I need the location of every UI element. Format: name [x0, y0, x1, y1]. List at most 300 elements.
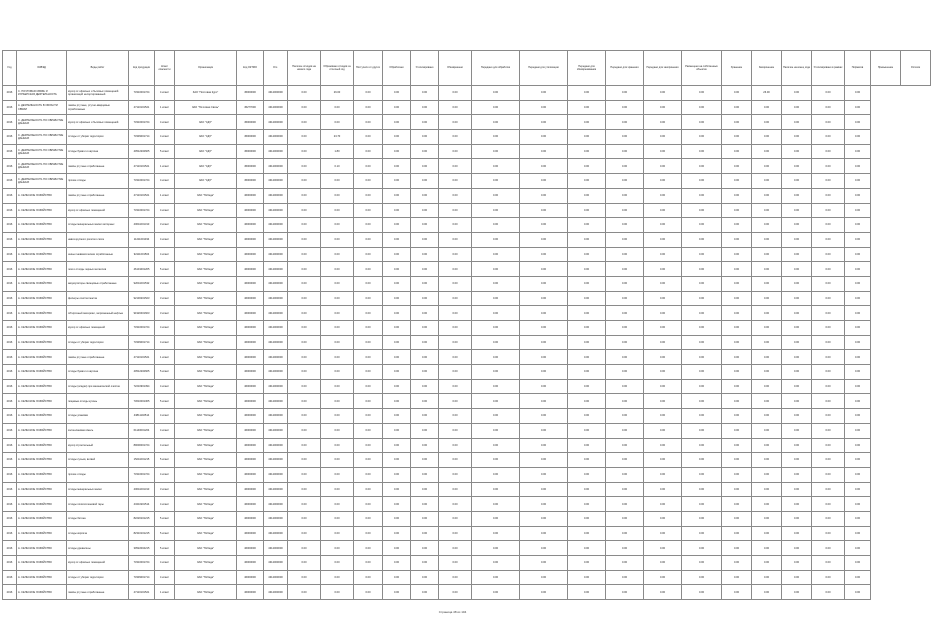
- value-cell: 0.00: [354, 306, 383, 321]
- value-cell: 0.00: [682, 379, 722, 394]
- value-cell: 0.00: [644, 497, 682, 512]
- value-cell: 0.00: [606, 497, 644, 512]
- org-cell: ЗАО "Победа": [175, 276, 237, 291]
- value-cell: 0.00: [520, 203, 568, 218]
- value-cell: 0.00: [606, 306, 644, 321]
- value-cell: 0.00: [606, 100, 644, 115]
- value-cell: 0.00: [288, 203, 321, 218]
- value-cell: 0.00: [568, 482, 606, 497]
- value-cell: 0.00: [682, 291, 722, 306]
- value-cell: 0.00: [682, 497, 722, 512]
- value-cell: 0.00: [321, 453, 354, 468]
- value-cell: 0.00: [520, 467, 568, 482]
- class-cell: 4 класс: [155, 556, 175, 571]
- org-cell: ЗАО "Победа": [175, 482, 237, 497]
- number-cell: 4312000000: [264, 262, 288, 277]
- value-cell: 0.00: [644, 467, 682, 482]
- okved-cell: А. СЕЛЬСКОЕ ХОЗЯЙСТВО: [17, 232, 67, 247]
- value-cell: 0.00: [520, 247, 568, 262]
- value-cell: 0.00: [439, 423, 472, 438]
- class-cell: 5 класс: [155, 262, 175, 277]
- value-cell: 0.00: [439, 262, 472, 277]
- value-cell: 0.00: [782, 570, 812, 585]
- org-cell: ЗАО "СДУ": [175, 159, 237, 174]
- year-cell: 2016: [3, 247, 17, 262]
- class-cell: 5 класс: [155, 365, 175, 380]
- code-cell: 92111001504: [129, 247, 155, 262]
- value-cell: 0.00: [722, 188, 752, 203]
- value-cell: 0.00: [321, 306, 354, 321]
- table-row: [3, 276, 931, 291]
- value-cell: 0.00: [722, 203, 752, 218]
- value-cell: 0.00: [321, 247, 354, 262]
- table-row: [3, 174, 931, 189]
- value-cell: 0.00: [722, 541, 752, 556]
- value-cell: 0.00: [682, 570, 722, 585]
- class-cell: 4 класс: [155, 335, 175, 350]
- activity-cell: отходы от уборки территории: [67, 335, 129, 350]
- table-row: [3, 467, 931, 482]
- value-cell: 0.00: [520, 453, 568, 468]
- oktmo-cell: 46000000: [237, 291, 264, 306]
- class-cell: 3 класс: [155, 218, 175, 233]
- value-cell: 0.00: [383, 247, 411, 262]
- value-cell: 0.00: [520, 556, 568, 571]
- value-cell: 0.00: [845, 526, 871, 541]
- value-cell: 0.00: [752, 291, 782, 306]
- value-cell: 0.00: [354, 379, 383, 394]
- value-cell: 0.00: [520, 365, 568, 380]
- value-cell: 0.00: [752, 482, 782, 497]
- value-cell: 0.00: [644, 291, 682, 306]
- year-cell: 2016: [3, 541, 17, 556]
- value-cell: 0.00: [383, 100, 411, 115]
- value-cell: 0.00: [354, 276, 383, 291]
- value-cell: 0.00: [845, 306, 871, 321]
- number-cell: 4312000000: [264, 497, 288, 512]
- value-cell: 0.00: [845, 321, 871, 336]
- org-cell: ЗАО "Победа": [175, 188, 237, 203]
- value-cell: 0.00: [644, 276, 682, 291]
- value-cell: 0.00: [568, 130, 606, 145]
- column-header: Обезврежено: [439, 51, 472, 86]
- value-cell: 26.00: [752, 86, 782, 101]
- value-cell: 0.00: [472, 144, 520, 159]
- value-cell: 0.00: [411, 262, 439, 277]
- value-cell: 0.00: [568, 423, 606, 438]
- value-cell: 0.00: [782, 159, 812, 174]
- value-cell: 0.00: [321, 409, 354, 424]
- table-row: [3, 130, 931, 145]
- table-row: [3, 365, 931, 380]
- value-cell: 0.00: [606, 556, 644, 571]
- value-cell: 0.00: [644, 556, 682, 571]
- table-row: [3, 497, 931, 512]
- value-cell: 0.00: [682, 247, 722, 262]
- column-header: Организация: [175, 51, 237, 86]
- code-cell: 40512202605: [129, 144, 155, 159]
- oktmo-cell: 46000000: [237, 379, 264, 394]
- value-cell: 0.00: [439, 438, 472, 453]
- value-cell: 0.00: [321, 438, 354, 453]
- value-cell: 0.00: [644, 130, 682, 145]
- value-cell: 0.00: [354, 203, 383, 218]
- value-cell: 0.00: [354, 86, 383, 101]
- value-cell: 0.00: [383, 291, 411, 306]
- value-cell: 0.00: [288, 232, 321, 247]
- value-cell: 0.00: [472, 570, 520, 585]
- okved-cell: А. СЕЛЬСКОЕ ХОЗЯЙСТВО: [17, 365, 67, 380]
- value-cell: 0.00: [782, 100, 812, 115]
- value-cell: 0.00: [812, 247, 845, 262]
- value-cell: 0.00: [520, 511, 568, 526]
- value-cell: 0.00: [812, 570, 845, 585]
- code-cell: 73339001714: [129, 130, 155, 145]
- class-cell: 3 класс: [155, 291, 175, 306]
- class-cell: 4 класс: [155, 86, 175, 101]
- table-row: [3, 291, 931, 306]
- org-cell: ЗАО "Победа": [175, 232, 237, 247]
- okved-cell: А. СЕЛЬСКОЕ ХОЗЯЙСТВО: [17, 497, 67, 512]
- value-cell: 0.00: [354, 526, 383, 541]
- value-cell: 0.00: [812, 306, 845, 321]
- value-cell: 0.00: [568, 276, 606, 291]
- table-row: [3, 218, 931, 233]
- org-cell: ЗАО "Победа": [175, 438, 237, 453]
- value-cell: 0.00: [520, 115, 568, 130]
- class-cell: 3 класс: [155, 482, 175, 497]
- value-cell: 0.00: [439, 203, 472, 218]
- value-cell: 0.00: [288, 423, 321, 438]
- value-cell: 0.00: [812, 409, 845, 424]
- value-cell: 0.00: [354, 130, 383, 145]
- activity-cell: отходы бумаги и картона: [67, 144, 129, 159]
- activity-cell: прочие отходы: [67, 467, 129, 482]
- value-cell: 0.00: [568, 188, 606, 203]
- value-cell: 0.00: [288, 556, 321, 571]
- value-cell: 0.00: [411, 276, 439, 291]
- value-cell: 0.00: [644, 159, 682, 174]
- activity-cell: лом и отходы черных металлов: [67, 262, 129, 277]
- value-cell: 0.00: [722, 100, 752, 115]
- value-cell: 0.00: [722, 585, 752, 600]
- value-cell: 0.00: [722, 159, 752, 174]
- value-cell: 0.00: [439, 585, 472, 600]
- value-cell: 0.00: [288, 276, 321, 291]
- table-row: [3, 423, 931, 438]
- activity-cell: мусор от офисных и бытовых помещений: [67, 115, 129, 130]
- value-cell: 0.00: [752, 188, 782, 203]
- code-cell: 73310001724: [129, 115, 155, 130]
- number-cell: 4312000000: [264, 350, 288, 365]
- value-cell: 0.00: [722, 526, 752, 541]
- table-row: [3, 159, 931, 174]
- value-cell: 0.00: [782, 321, 812, 336]
- value-cell: 0.00: [383, 115, 411, 130]
- value-cell: 0.00: [722, 232, 752, 247]
- number-cell: 4312000000: [264, 232, 288, 247]
- value-cell: 0.00: [644, 541, 682, 556]
- column-header: Утилизировано в рамках: [812, 51, 845, 86]
- number-cell: 4312000000: [264, 394, 288, 409]
- value-cell: 0.00: [568, 585, 606, 600]
- code-cell: 43811102514: [129, 409, 155, 424]
- org-cell: ЗАО "Победа": [175, 423, 237, 438]
- value-cell: 0.00: [752, 306, 782, 321]
- value-cell: 0.00: [606, 541, 644, 556]
- value-cell: 0.00: [383, 144, 411, 159]
- value-cell: 0.00: [472, 541, 520, 556]
- value-cell: 0.00: [644, 570, 682, 585]
- value-cell: 0.00: [722, 379, 752, 394]
- value-cell: 0.00: [568, 335, 606, 350]
- value-cell: 0.00: [411, 130, 439, 145]
- value-cell: 0.00: [439, 159, 472, 174]
- value-cell: 0.00: [752, 438, 782, 453]
- value-cell: 0.00: [752, 365, 782, 380]
- value-cell: 0.00: [644, 144, 682, 159]
- value-cell: 0.00: [520, 321, 568, 336]
- table-row: [3, 203, 931, 218]
- value-cell: 0.00: [845, 541, 871, 556]
- value-cell: 0.00: [472, 203, 520, 218]
- value-cell: 0.00: [568, 144, 606, 159]
- value-cell: 0.00: [606, 130, 644, 145]
- value-cell: 0.00: [568, 394, 606, 409]
- org-cell: ЗАО "Победа": [175, 350, 237, 365]
- column-header: Превышение: [871, 51, 901, 86]
- value-cell: 0.00: [812, 453, 845, 468]
- value-cell: 0.00: [520, 144, 568, 159]
- value-cell: 0.00: [812, 335, 845, 350]
- value-cell: 0.00: [472, 276, 520, 291]
- activity-cell: отходы древесины: [67, 541, 129, 556]
- table-row: [3, 409, 931, 424]
- value-cell: 0.00: [752, 423, 782, 438]
- value-cell: 0.00: [321, 276, 354, 291]
- value-cell: 0.00: [845, 276, 871, 291]
- value-cell: 0.00: [752, 350, 782, 365]
- value-cell: 0.00: [782, 218, 812, 233]
- value-cell: 0.00: [644, 585, 682, 600]
- value-cell: 0.00: [606, 438, 644, 453]
- value-cell: 0.00: [383, 409, 411, 424]
- value-cell: 0.00: [383, 365, 411, 380]
- class-cell: 1 класс: [155, 100, 175, 115]
- number-cell: 4312000000: [264, 541, 288, 556]
- year-cell: 2016: [3, 130, 17, 145]
- value-cell: 0.00: [520, 438, 568, 453]
- value-cell: 0.00: [288, 409, 321, 424]
- number-cell: 4312000000: [264, 203, 288, 218]
- code-cell: 73310001724: [129, 203, 155, 218]
- value-cell: 0.00: [520, 335, 568, 350]
- value-cell: 0.00: [722, 306, 752, 321]
- class-cell: 4 класс: [155, 115, 175, 130]
- value-cell: 0.00: [354, 453, 383, 468]
- value-cell: 0.00: [321, 511, 354, 526]
- value-cell: 0.00: [568, 365, 606, 380]
- org-cell: ЗАО "Победа": [175, 262, 237, 277]
- year-cell: 2016: [3, 526, 17, 541]
- value-cell: 0.00: [354, 159, 383, 174]
- year-cell: 2016: [3, 159, 17, 174]
- value-cell: 0.00: [472, 379, 520, 394]
- value-cell: 0.00: [752, 541, 782, 556]
- code-cell: 73310001724: [129, 86, 155, 101]
- value-cell: 0.00: [682, 159, 722, 174]
- value-cell: 0.00: [411, 291, 439, 306]
- value-cell: 0.00: [682, 467, 722, 482]
- org-cell: ЗАО "Победа": [175, 570, 237, 585]
- value-cell: 0.00: [812, 188, 845, 203]
- value-cell: 0.00: [288, 218, 321, 233]
- value-cell: 0.00: [383, 321, 411, 336]
- oktmo-cell: 46000000: [237, 438, 264, 453]
- oktmo-cell: 46000000: [237, 276, 264, 291]
- value-cell: 0.00: [845, 130, 871, 145]
- value-cell: 0.00: [383, 379, 411, 394]
- value-cell: 0.00: [472, 115, 520, 130]
- oktmo-cell: 45000000: [237, 144, 264, 159]
- value-cell: 0.00: [321, 100, 354, 115]
- value-cell: 0.00: [812, 144, 845, 159]
- number-cell: 4312000000: [264, 306, 288, 321]
- value-cell: 0.00: [812, 497, 845, 512]
- activity-cell: аккумуляторы свинцовые отработанные: [67, 276, 129, 291]
- table-row: [3, 541, 931, 556]
- value-cell: 0.00: [411, 188, 439, 203]
- value-cell: 0.00: [606, 570, 644, 585]
- value-cell: 0.00: [752, 394, 782, 409]
- value-cell: 0.00: [606, 291, 644, 306]
- value-cell: 0.00: [383, 232, 411, 247]
- value-cell: 0.00: [288, 86, 321, 101]
- number-cell: 4312000000: [264, 100, 288, 115]
- class-cell: 5 класс: [155, 511, 175, 526]
- org-cell: ЗАО "Победа": [175, 409, 237, 424]
- value-cell: 0.00: [722, 556, 752, 571]
- value-cell: 0.00: [288, 247, 321, 262]
- oktmo-cell: 46000000: [237, 585, 264, 600]
- value-cell: 0.00: [752, 321, 782, 336]
- year-cell: 2016: [3, 174, 17, 189]
- value-cell: 0.00: [383, 467, 411, 482]
- number-cell: 4312000000: [264, 86, 288, 101]
- value-cell: 0.00: [411, 467, 439, 482]
- value-cell: 0.00: [520, 541, 568, 556]
- value-cell: 0.00: [472, 262, 520, 277]
- value-cell: 0.00: [845, 482, 871, 497]
- value-cell: 0.00: [354, 321, 383, 336]
- value-cell: 0.00: [354, 232, 383, 247]
- value-cell: 0.00: [288, 585, 321, 600]
- value-cell: 0.00: [568, 247, 606, 262]
- activity-cell: лампы ртутные отработанные: [67, 585, 129, 600]
- value-cell: 0.00: [682, 306, 722, 321]
- value-cell: 0.00: [288, 497, 321, 512]
- number-cell: 4312000000: [264, 115, 288, 130]
- value-cell: 0.00: [568, 100, 606, 115]
- value-cell: 0.00: [682, 438, 722, 453]
- value-cell: 0.00: [782, 453, 812, 468]
- table-row: [3, 556, 931, 571]
- value-cell: 0.00: [321, 541, 354, 556]
- table-row: [3, 188, 931, 203]
- value-cell: 0.00: [411, 379, 439, 394]
- value-cell: 0.00: [644, 482, 682, 497]
- value-cell: 0.00: [812, 203, 845, 218]
- number-cell: 4312000000: [264, 291, 288, 306]
- value-cell: 0.00: [321, 423, 354, 438]
- value-cell: 0.00: [722, 144, 752, 159]
- value-cell: 0.00: [383, 335, 411, 350]
- value-cell: 0.00: [682, 409, 722, 424]
- value-cell: 0.00: [411, 232, 439, 247]
- value-cell: 0.00: [321, 115, 354, 130]
- org-cell: ЗАО "Победа": [175, 247, 237, 262]
- year-cell: 2016: [3, 144, 17, 159]
- value-cell: 0.00: [752, 115, 782, 130]
- activity-cell: отходы сучьев, ветвей: [67, 453, 129, 468]
- value-cell: 0.00: [321, 188, 354, 203]
- value-cell: 0.00: [354, 556, 383, 571]
- class-cell: 4 класс: [155, 379, 175, 394]
- value-cell: 0.00: [606, 379, 644, 394]
- year-cell: 2016: [3, 276, 17, 291]
- number-cell: 4312000000: [264, 409, 288, 424]
- year-cell: 2016: [3, 100, 17, 115]
- value-cell: 0.00: [606, 232, 644, 247]
- value-cell: 0.00: [472, 467, 520, 482]
- activity-cell: шины пневматические отработанные: [67, 247, 129, 262]
- column-header: Год: [3, 51, 17, 86]
- value-cell: 0.00: [383, 526, 411, 541]
- value-cell: 0.00: [383, 541, 411, 556]
- activity-cell: золошлаковая смесь: [67, 423, 129, 438]
- activity-cell: пищевые отходы кухонь: [67, 394, 129, 409]
- value-cell: 0.00: [812, 159, 845, 174]
- value-cell: 0.00: [288, 541, 321, 556]
- oktmo-cell: 45000000: [237, 130, 264, 145]
- table-row: [3, 321, 931, 336]
- value-cell: 0.00: [644, 335, 682, 350]
- value-cell: 0.00: [845, 262, 871, 277]
- oktmo-cell: 46000000: [237, 335, 264, 350]
- value-cell: 0.00: [752, 276, 782, 291]
- value-cell: 0.00: [411, 306, 439, 321]
- value-cell: 0.00: [439, 276, 472, 291]
- okved-cell: А. СЕЛЬСКОЕ ХОЗЯЙСТВО: [17, 218, 67, 233]
- org-cell: ЗАО "Победа": [175, 556, 237, 571]
- class-cell: 4 класс: [155, 232, 175, 247]
- value-cell: 0.00: [606, 467, 644, 482]
- value-cell: 0.00: [568, 379, 606, 394]
- value-cell: 0.00: [682, 115, 722, 130]
- class-cell: 5 класс: [155, 541, 175, 556]
- value-cell: 0.00: [782, 291, 812, 306]
- value-cell: 0.00: [288, 159, 321, 174]
- code-cell: 40611001313: [129, 218, 155, 233]
- value-cell: 0.00: [472, 247, 520, 262]
- year-cell: 2016: [3, 335, 17, 350]
- value-cell: 0.00: [472, 100, 520, 115]
- value-cell: 0.00: [354, 115, 383, 130]
- oktmo-cell: 45277000: [237, 100, 264, 115]
- value-cell: 0.00: [321, 570, 354, 585]
- value-cell: 0.00: [383, 497, 411, 512]
- class-cell: 3 класс: [155, 306, 175, 321]
